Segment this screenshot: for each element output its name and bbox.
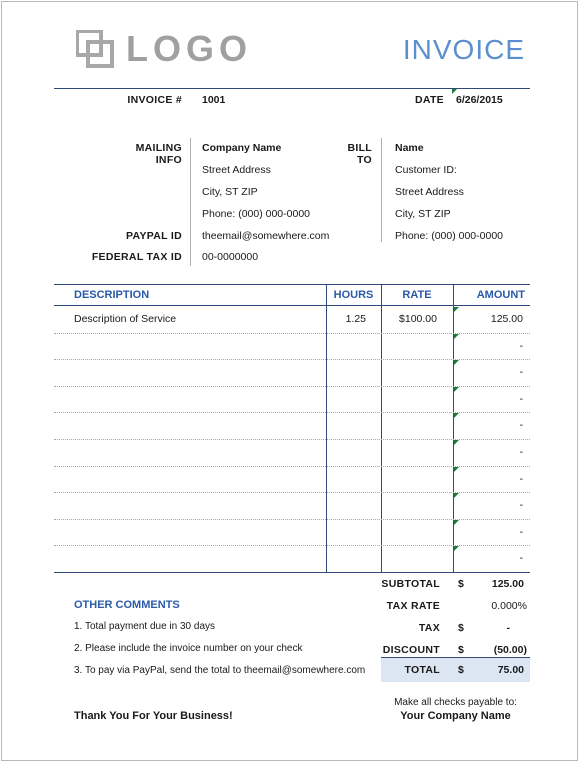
logo xyxy=(76,30,252,68)
billto-divider xyxy=(381,138,382,242)
tax-value: - xyxy=(506,622,510,634)
row-amount: - xyxy=(519,552,523,565)
total-label: TOTAL xyxy=(404,664,440,676)
payable-to-line: Make all checks payable to: xyxy=(394,697,517,708)
cell-note-marker xyxy=(454,413,459,418)
header-description: DESCRIPTION xyxy=(74,289,150,301)
row-amount: - xyxy=(519,472,523,485)
mailing-label-line1: MAILING xyxy=(135,142,182,154)
tax-label: TAX xyxy=(418,622,440,634)
invoice-title: INVOICE xyxy=(402,34,525,65)
row-amount: - xyxy=(519,499,523,512)
row-amount: - xyxy=(519,419,523,432)
billto-street: Street Address xyxy=(395,186,464,198)
comment-line-3: 3. To pay via PayPal, send the total to theemail@somewhere.com xyxy=(74,665,366,676)
header-rate: RATE xyxy=(402,289,432,301)
row-amount: - xyxy=(519,446,523,458)
tax-rate-label: TAX RATE xyxy=(386,600,440,612)
table-bottom-rule xyxy=(54,572,530,573)
date-label: DATE xyxy=(414,94,444,106)
cell-note-marker xyxy=(454,307,459,312)
seller-street: Street Address xyxy=(202,164,271,176)
subtotal-label: SUBTOTAL xyxy=(381,578,440,590)
header-hours: HOURS xyxy=(333,289,374,301)
tax-rate-value: 0.000% xyxy=(491,600,527,612)
cell-note-marker xyxy=(454,493,459,498)
date-value: 6/26/2015 xyxy=(456,94,503,106)
cell-note-marker xyxy=(454,520,459,525)
seller-divider xyxy=(190,138,191,266)
logo-text: LOGO xyxy=(126,28,252,69)
payable-company: Your Company Name xyxy=(400,710,511,722)
row-amount: 125.00 xyxy=(490,313,523,325)
other-comments-title: OTHER COMMENTS xyxy=(74,599,180,611)
discount-currency: $ xyxy=(458,644,464,656)
row-amount: - xyxy=(519,392,523,405)
billto-customer-id: Customer ID: xyxy=(395,164,457,176)
federal-tax-label: FEDERAL TAX ID xyxy=(91,251,182,263)
row-hours: 1.25 xyxy=(345,313,366,325)
seller-phone: Phone: (000) 000-0000 xyxy=(202,208,310,220)
total-value: 75.00 xyxy=(497,664,524,676)
row-amount: - xyxy=(519,366,523,379)
cell-note-marker xyxy=(454,334,459,339)
seller-city: City, ST ZIP xyxy=(202,186,258,198)
billto-label-line1: BILL xyxy=(347,142,372,154)
billto-label-line2: TO xyxy=(357,154,372,166)
cell-note-marker xyxy=(454,440,459,445)
paypal-value: theemail@somewhere.com xyxy=(202,230,330,242)
invoice-number-label: INVOICE # xyxy=(127,94,182,106)
seller-company: Company Name xyxy=(202,142,282,154)
subtotal-value: 125.00 xyxy=(491,578,524,590)
row-amount: - xyxy=(519,525,523,538)
total-rule xyxy=(381,657,530,658)
billto-phone: Phone: (000) 000-0000 xyxy=(395,230,503,242)
row-rate: $100.00 xyxy=(399,313,437,325)
discount-label: DISCOUNT xyxy=(382,644,440,656)
cell-note-marker xyxy=(454,387,459,392)
mailing-label-line2: INFO xyxy=(155,154,182,166)
comment-line-1: 1. Total payment due in 30 days xyxy=(74,621,216,632)
header-amount: AMOUNT xyxy=(476,289,525,301)
invoice-number-value: 1001 xyxy=(202,94,226,106)
federal-tax-value: 00-0000000 xyxy=(202,251,259,263)
table-top-rule xyxy=(54,284,530,285)
column-divider-rate xyxy=(381,284,382,573)
cell-note-marker xyxy=(454,360,459,365)
discount-value: (50.00) xyxy=(493,644,527,656)
header-rule xyxy=(54,88,530,89)
tax-currency: $ xyxy=(458,622,464,634)
billto-name: Name xyxy=(395,142,424,154)
column-divider-hours xyxy=(326,284,327,573)
cell-note-marker xyxy=(454,546,459,551)
row-amount: - xyxy=(519,339,523,352)
table-header-rule xyxy=(54,305,530,306)
subtotal-currency: $ xyxy=(458,578,464,590)
cell-note-marker xyxy=(454,467,459,472)
paypal-label: PAYPAL ID xyxy=(126,230,182,242)
thank-you-note: Thank You For Your Business! xyxy=(74,710,233,722)
total-currency: $ xyxy=(458,664,464,676)
logo-squares-icon xyxy=(76,30,114,68)
row-description: Description of Service xyxy=(74,313,177,325)
comment-line-2: 2. Please include the invoice number on your check xyxy=(74,643,303,654)
billto-city: City, ST ZIP xyxy=(395,208,451,220)
